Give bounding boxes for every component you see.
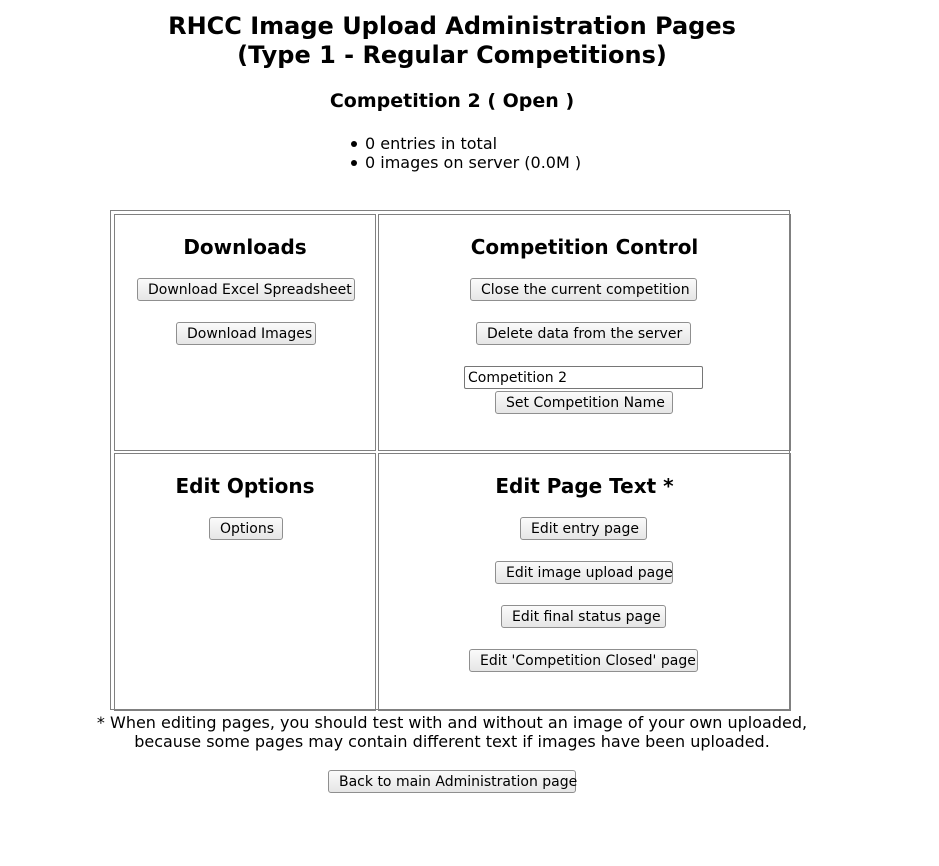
downloads-heading: Downloads xyxy=(183,235,307,259)
edit-upload-page-button[interactable]: Edit image upload page xyxy=(495,561,673,584)
set-competition-name-button[interactable]: Set Competition Name xyxy=(495,391,673,414)
page-title-line1: RHCC Image Upload Administration Pages xyxy=(168,12,736,40)
competition-control-panel xyxy=(378,214,791,451)
options-button[interactable]: Options xyxy=(209,517,283,540)
edit-final-status-page-button[interactable]: Edit final status page xyxy=(501,605,666,628)
stats-item-entries xyxy=(349,134,581,153)
bullet-icon xyxy=(351,141,357,147)
footnote-line2: because some pages may contain different text if images have been uploaded. xyxy=(134,732,770,751)
competition-name-input[interactable] xyxy=(464,366,703,389)
download-images-button[interactable]: Download Images xyxy=(176,322,316,345)
stats-images-text: 0 images on server (0.0M ) xyxy=(365,153,582,172)
downloads-panel xyxy=(114,214,376,451)
page-title-line2: (Type 1 - Regular Competitions) xyxy=(237,41,667,69)
bullet-icon xyxy=(351,160,357,166)
edit-options-heading: Edit Options xyxy=(175,474,315,498)
stats-list xyxy=(349,134,581,172)
stats-entries-text: 0 entries in total xyxy=(365,134,498,153)
admin-panel-grid xyxy=(110,210,790,710)
competition-control-heading: Competition Control xyxy=(470,235,699,259)
edit-page-text-heading: Edit Page Text * xyxy=(495,474,674,498)
edit-closed-page-button[interactable]: Edit 'Competition Closed' page xyxy=(469,649,698,672)
download-spreadsheet-button[interactable]: Download Excel Spreadsheet xyxy=(137,278,355,301)
back-to-admin-button[interactable]: Back to main Administration page xyxy=(328,770,576,793)
stats-item-images xyxy=(349,153,581,172)
edit-options-panel xyxy=(114,453,376,711)
edit-page-text-panel xyxy=(378,453,791,711)
close-competition-button[interactable]: Close the current competition xyxy=(470,278,697,301)
edit-entry-page-button[interactable]: Edit entry page xyxy=(520,517,647,540)
footnote-line1: * When editing pages, you should test with and without an image of your own uploaded, xyxy=(96,713,808,732)
competition-status: Competition 2 ( Open ) xyxy=(329,90,575,112)
footnote xyxy=(0,713,904,751)
delete-data-button[interactable]: Delete data from the server xyxy=(476,322,691,345)
